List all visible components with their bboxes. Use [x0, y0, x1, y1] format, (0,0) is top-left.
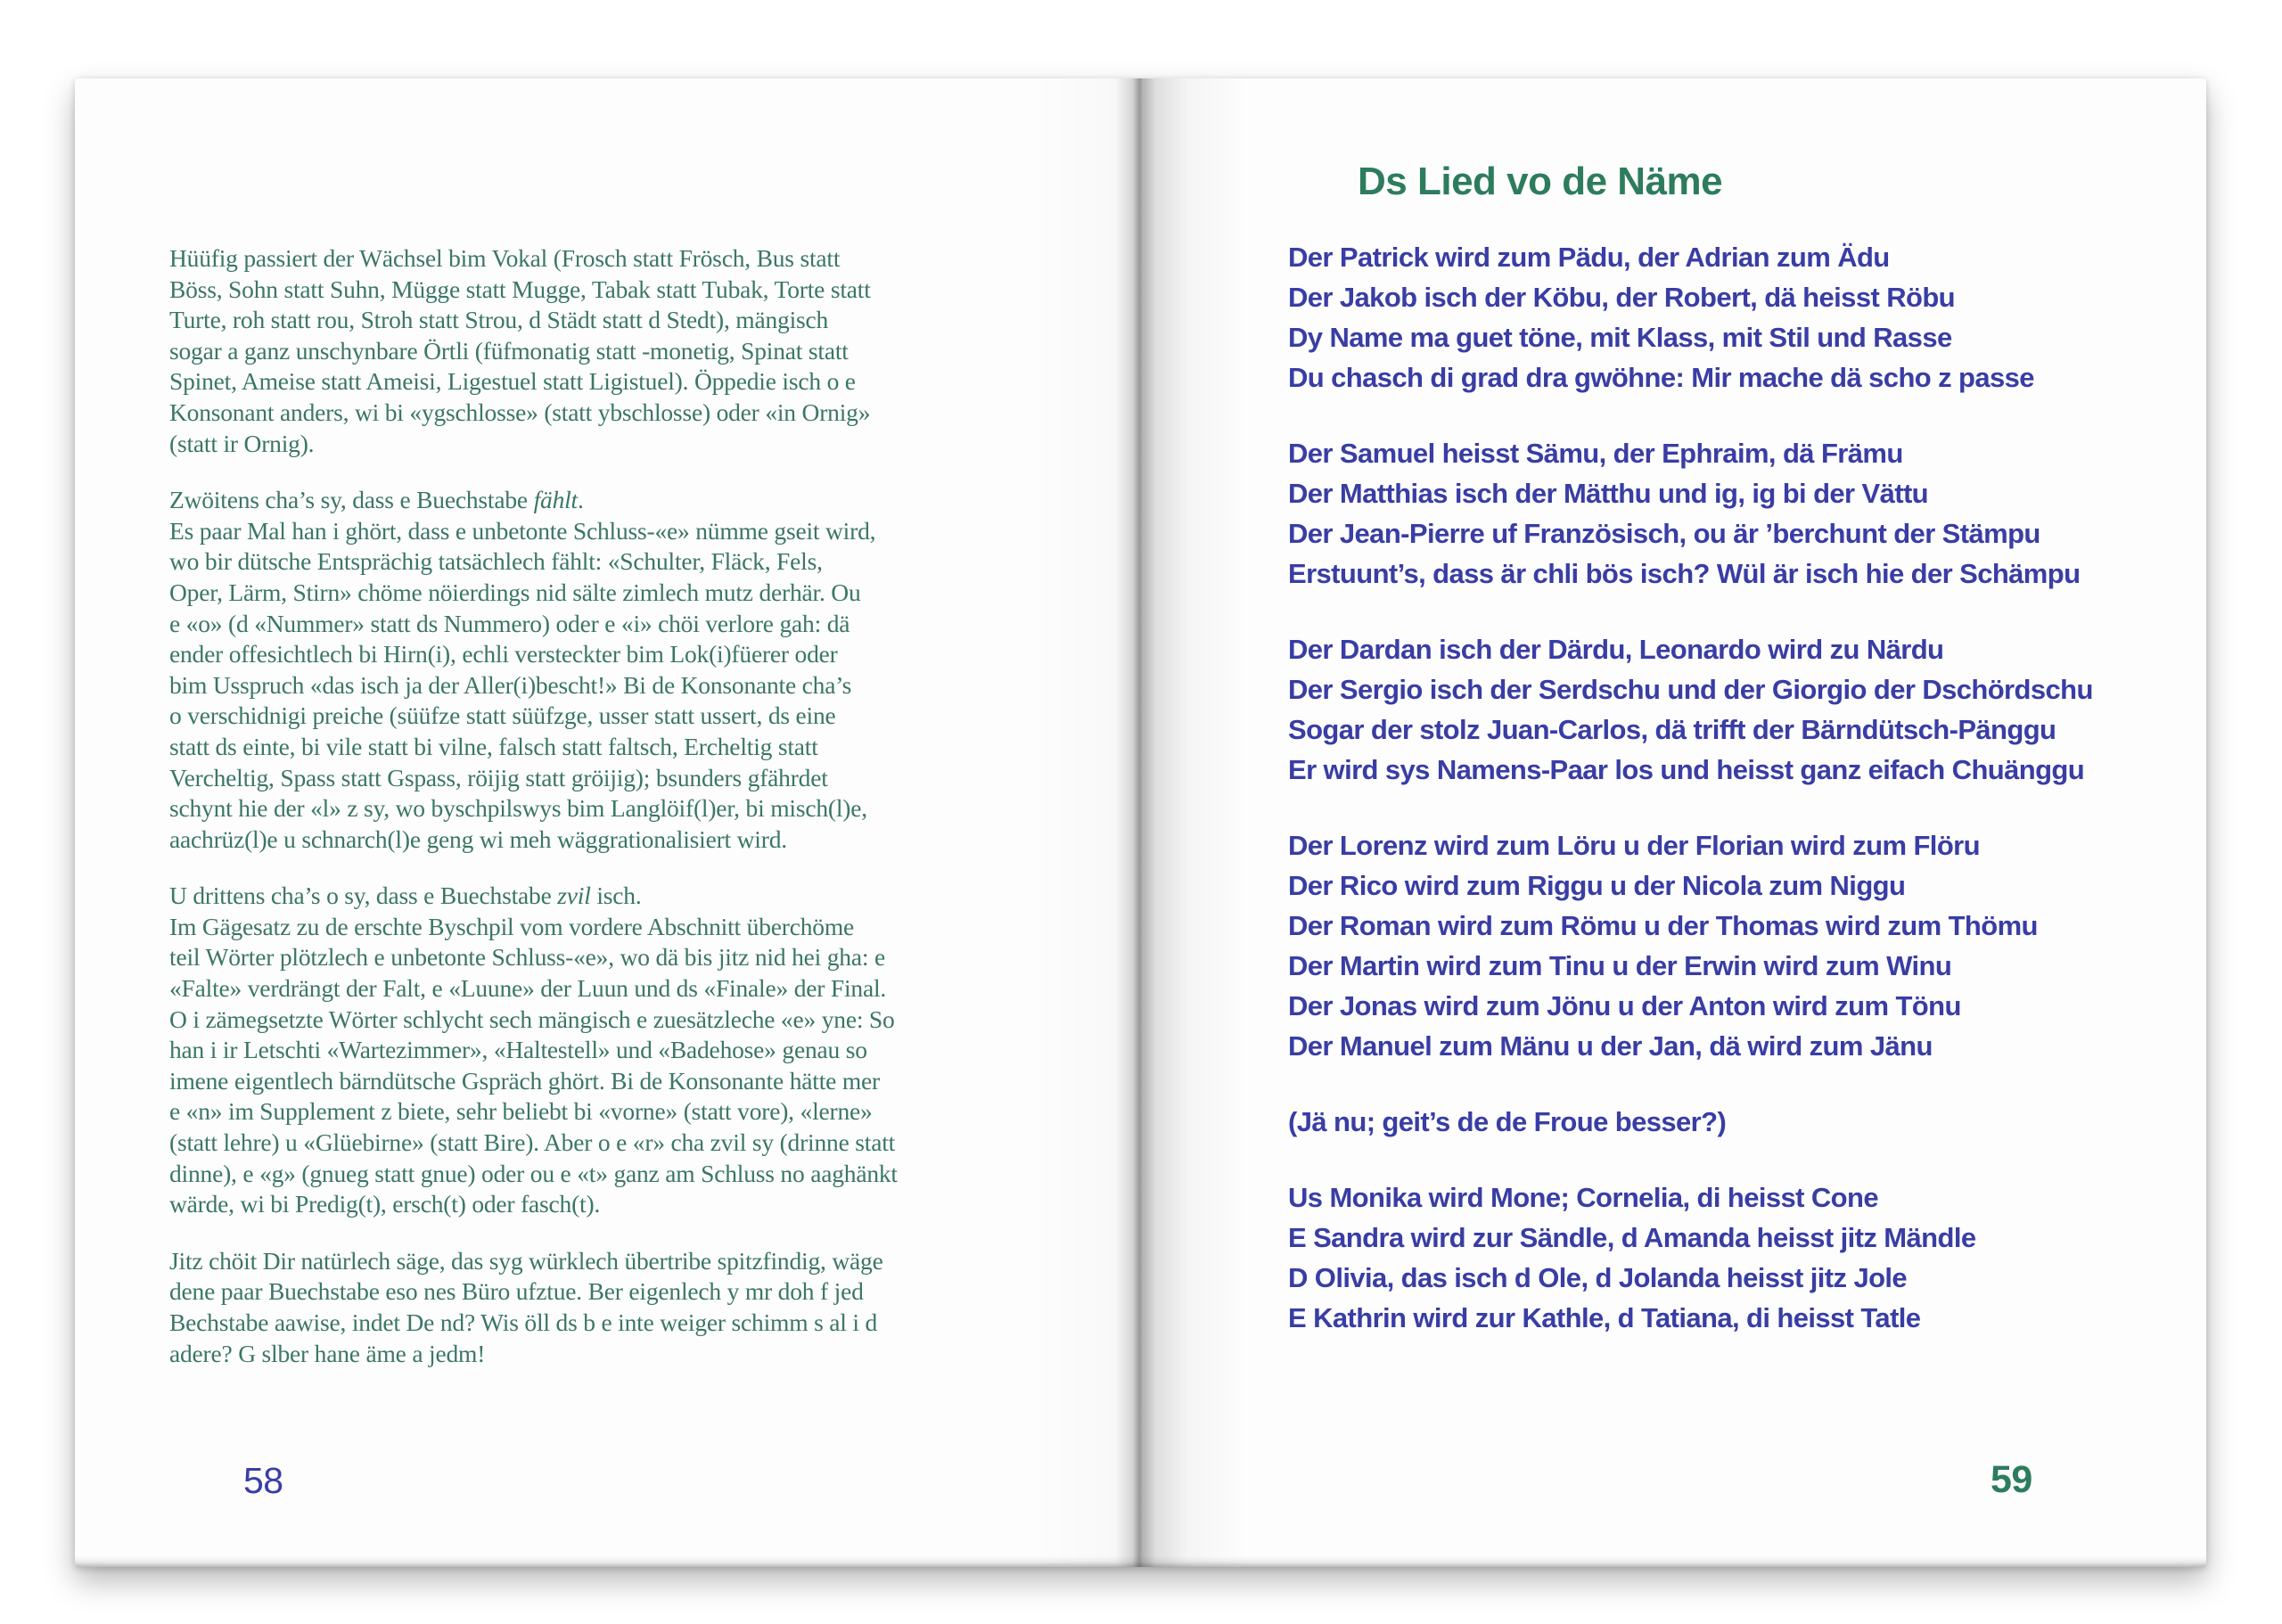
text-line: Bechstabe aawise, indet De nd? Wis öll ds b e inte weiger schimm s al i d: [169, 1308, 878, 1336]
text-line: wo bir dütsche Entsprächig tatsächlech fählt: «Schulter, Fläck, Fels,: [169, 547, 823, 576]
text-line: han i ir Letschti «Wartezimmer», «Haltestell» und «Badehose» genau so: [169, 1036, 867, 1064]
text-line: e «n» im Supplement z biete, sehr beliebt bi «vorne» (statt vore), «lerne»: [169, 1097, 873, 1126]
text-line: Oper, Lärm, Stirn» chöme nöierdings nid sälte zimlech mutz derhär. Ou: [169, 578, 861, 606]
text-line: Der Dardan isch der Därdu, Leonardo wird zu Närdu: [1288, 634, 1944, 665]
text-line: imene eigentlech bärndütsche Gspräch ghört. Bi de Konsonante hätte mer: [169, 1066, 880, 1095]
paragraph: [169, 1246, 1061, 1369]
text-line: Es paar Mal han i ghört, dass e unbetonte Schluss-«e» nümme gseit wird,: [169, 516, 876, 545]
text-line: e «o» (d «Nummer» statt ds Nummero) oder e «i» chöi verlore gah: dä: [169, 609, 850, 637]
text-line: Der Jonas wird zum Jönu u der Anton wird zum Tönu: [1288, 990, 1961, 1021]
text-line: wärde, wi bi Predig(t), ersch(t) oder fasch(t).: [169, 1190, 601, 1218]
text-line: dinne), e «g» (gnueg statt gnue) oder ou e «t» ganz am Schluss no aaghänkt: [169, 1159, 898, 1187]
text-line: o verschidnigi preiche (süüfze statt süüfzge, usser statt ussert, ds eine: [169, 701, 836, 730]
left-page-text: [169, 243, 1061, 1395]
stanza: [1288, 825, 2197, 1066]
text-line: Der Rico wird zum Riggu u der Nicola zum Niggu: [1288, 870, 1906, 901]
text-line: Erstuunt’s, dass är chli bös isch? Wül är isch hie der Schämpu: [1288, 558, 2081, 589]
text-line: E Kathrin wird zur Kathle, d Tatiana, di heisst Tatle: [1288, 1302, 1921, 1333]
text-line: teil Wörter plötzlech e unbetonte Schluss-«e», wo dä bis jitz nid hei gha: e: [169, 943, 885, 972]
paragraph: [169, 881, 1061, 1220]
text-line: Der Roman wird zum Römu u der Thomas wird zum Thömu: [1288, 910, 2038, 941]
poem-stanzas: [1288, 237, 2197, 1374]
text-line: bim Usspruch «das isch ja der Aller(i)bescht!» Bi de Konsonante cha’s: [169, 670, 852, 699]
text-line: (statt lehre) u «Glüebirne» (statt Bire). Aber o e «r» cha zvil sy (drinne statt: [169, 1128, 896, 1157]
text-line: Jitz chöit Dir natürlech säge, das syg würklech übertribe spitzfindig, wäge: [169, 1246, 883, 1275]
book-spread: [75, 78, 2206, 1567]
text-line: adere? G slber hane äme a jedm!: [169, 1339, 486, 1367]
text-line: Der Samuel heisst Sämu, der Ephraim, dä Främu: [1288, 438, 1903, 469]
right-page: [1140, 78, 2206, 1567]
text-line: Vercheltig, Spass statt Gspass, röijig statt gröijig); bsunders gfährdet: [169, 763, 828, 791]
text-line: Der Martin wird zum Tinu u der Erwin wird zum Winu: [1288, 950, 1952, 981]
text-line: Sogar der stolz Juan-Carlos, dä trifft der Bärndütsch-Pänggu: [1288, 714, 2056, 745]
stanza: [1288, 629, 2197, 790]
text-line: U drittens cha’s o sy, dass e Buechstabe zvil isch.: [169, 882, 642, 910]
text-line: O i zämegsetzte Wörter schlycht sech mängisch e zuesätzleche «e» yne: So: [169, 1005, 895, 1033]
poem-title: Ds Lied vo de Näme: [1358, 160, 1723, 204]
page-number-59: 59: [1991, 1458, 2032, 1501]
text-line: sogar a ganz unschynbare Örtli (füfmonatig statt -monetig, Spinat statt: [169, 336, 849, 365]
text-line: aachrüz(l)e u schnarch(l)e geng wi meh wäggrationalisiert wird.: [169, 824, 787, 853]
page-number-58: 58: [243, 1460, 283, 1501]
text-line: schynt hie der «l» z sy, wo byschpilswys bim Langlöif(l)er, bi misch(l)e,: [169, 794, 867, 823]
text-line: E Sandra wird zur Sändle, d Amanda heisst jitz Mändle: [1288, 1222, 1976, 1253]
text-line: Der Lorenz wird zum Löru u der Florian wird zum Flöru: [1288, 830, 1980, 861]
stanza: [1288, 1102, 2197, 1142]
text-line: Spinet, Ameise statt Ameisi, Ligestuel statt Ligistuel). Öppedie isch o e: [169, 367, 856, 396]
stanza: [1288, 433, 2197, 594]
text-line: D Olivia, das isch d Ole, d Jolanda heisst jitz Jole: [1288, 1262, 1908, 1293]
left-page: [75, 78, 1140, 1567]
text-line: Er wird sys Namens-Paar los und heisst ganz eifach Chuänggu: [1288, 754, 2085, 785]
text-line: Im Gägesatz zu de erschte Byschpil vom vordere Abschnitt überchöme: [169, 912, 855, 940]
paragraph: [169, 243, 1061, 459]
text-line: Der Matthias isch der Mätthu und ig, ig bi der Vättu: [1288, 478, 1929, 509]
text-line: Zwöitens cha’s sy, dass e Buechstabe fählt.: [169, 486, 584, 514]
text-line: Konsonant anders, wi bi «ygschlosse» (statt ybschlosse) oder «in Ornig»: [169, 398, 871, 426]
text-line: Der Manuel zum Mänu u der Jan, dä wird zum Jänu: [1288, 1030, 1933, 1062]
text-line: Us Monika wird Mone; Cornelia, di heisst Cone: [1288, 1182, 1878, 1213]
text-line: ender offesichtlech bi Hirn(i), echli versteckter bim Lok(i)füerer oder: [169, 640, 838, 668]
stanza: [1288, 1177, 2197, 1338]
text-line: Turte, roh statt rou, Stroh statt Strou, d Städt statt d Stedt), mängisch: [169, 306, 829, 334]
text-line: Du chasch di grad dra gwöhne: Mir mache dä scho z passe: [1288, 362, 2034, 393]
paragraph: [169, 485, 1061, 855]
text-line: Der Sergio isch der Serdschu und der Giorgio der Dschördschu: [1288, 674, 2093, 705]
text-line: statt ds einte, bi vile statt bi vilne, falsch statt faltsch, Ercheltig statt: [169, 732, 818, 760]
text-line: Der Jean-Pierre uf Französisch, ou är ’berchunt der Stämpu: [1288, 518, 2040, 549]
text-line: Dy Name ma guet töne, mit Klass, mit Stil und Rasse: [1288, 322, 1952, 353]
stanza: [1288, 237, 2197, 398]
text-line: Böss, Sohn statt Suhn, Mügge statt Mugge, Tabak statt Tubak, Torte statt: [169, 275, 871, 303]
text-line: Der Patrick wird zum Pädu, der Adrian zum Ädu: [1288, 242, 1890, 273]
text-line: Hüüfig passiert der Wächsel bim Vokal (Frosch statt Frösch, Bus statt: [169, 244, 841, 272]
text-line: Der Jakob isch der Köbu, der Robert, dä heisst Röbu: [1288, 282, 1955, 313]
text-line: «Falte» verdrängt der Falt, e «Luune» der Luun und ds «Finale» der Final.: [169, 974, 887, 1003]
text-line: (Jä nu; geit’s de de Froue besser?): [1288, 1106, 1727, 1137]
text-line: (statt ir Ornig).: [169, 429, 315, 457]
text-line: dene paar Buechstabe eso nes Büro ufztue. Ber eigenlech y mr doh f jed: [169, 1277, 864, 1306]
